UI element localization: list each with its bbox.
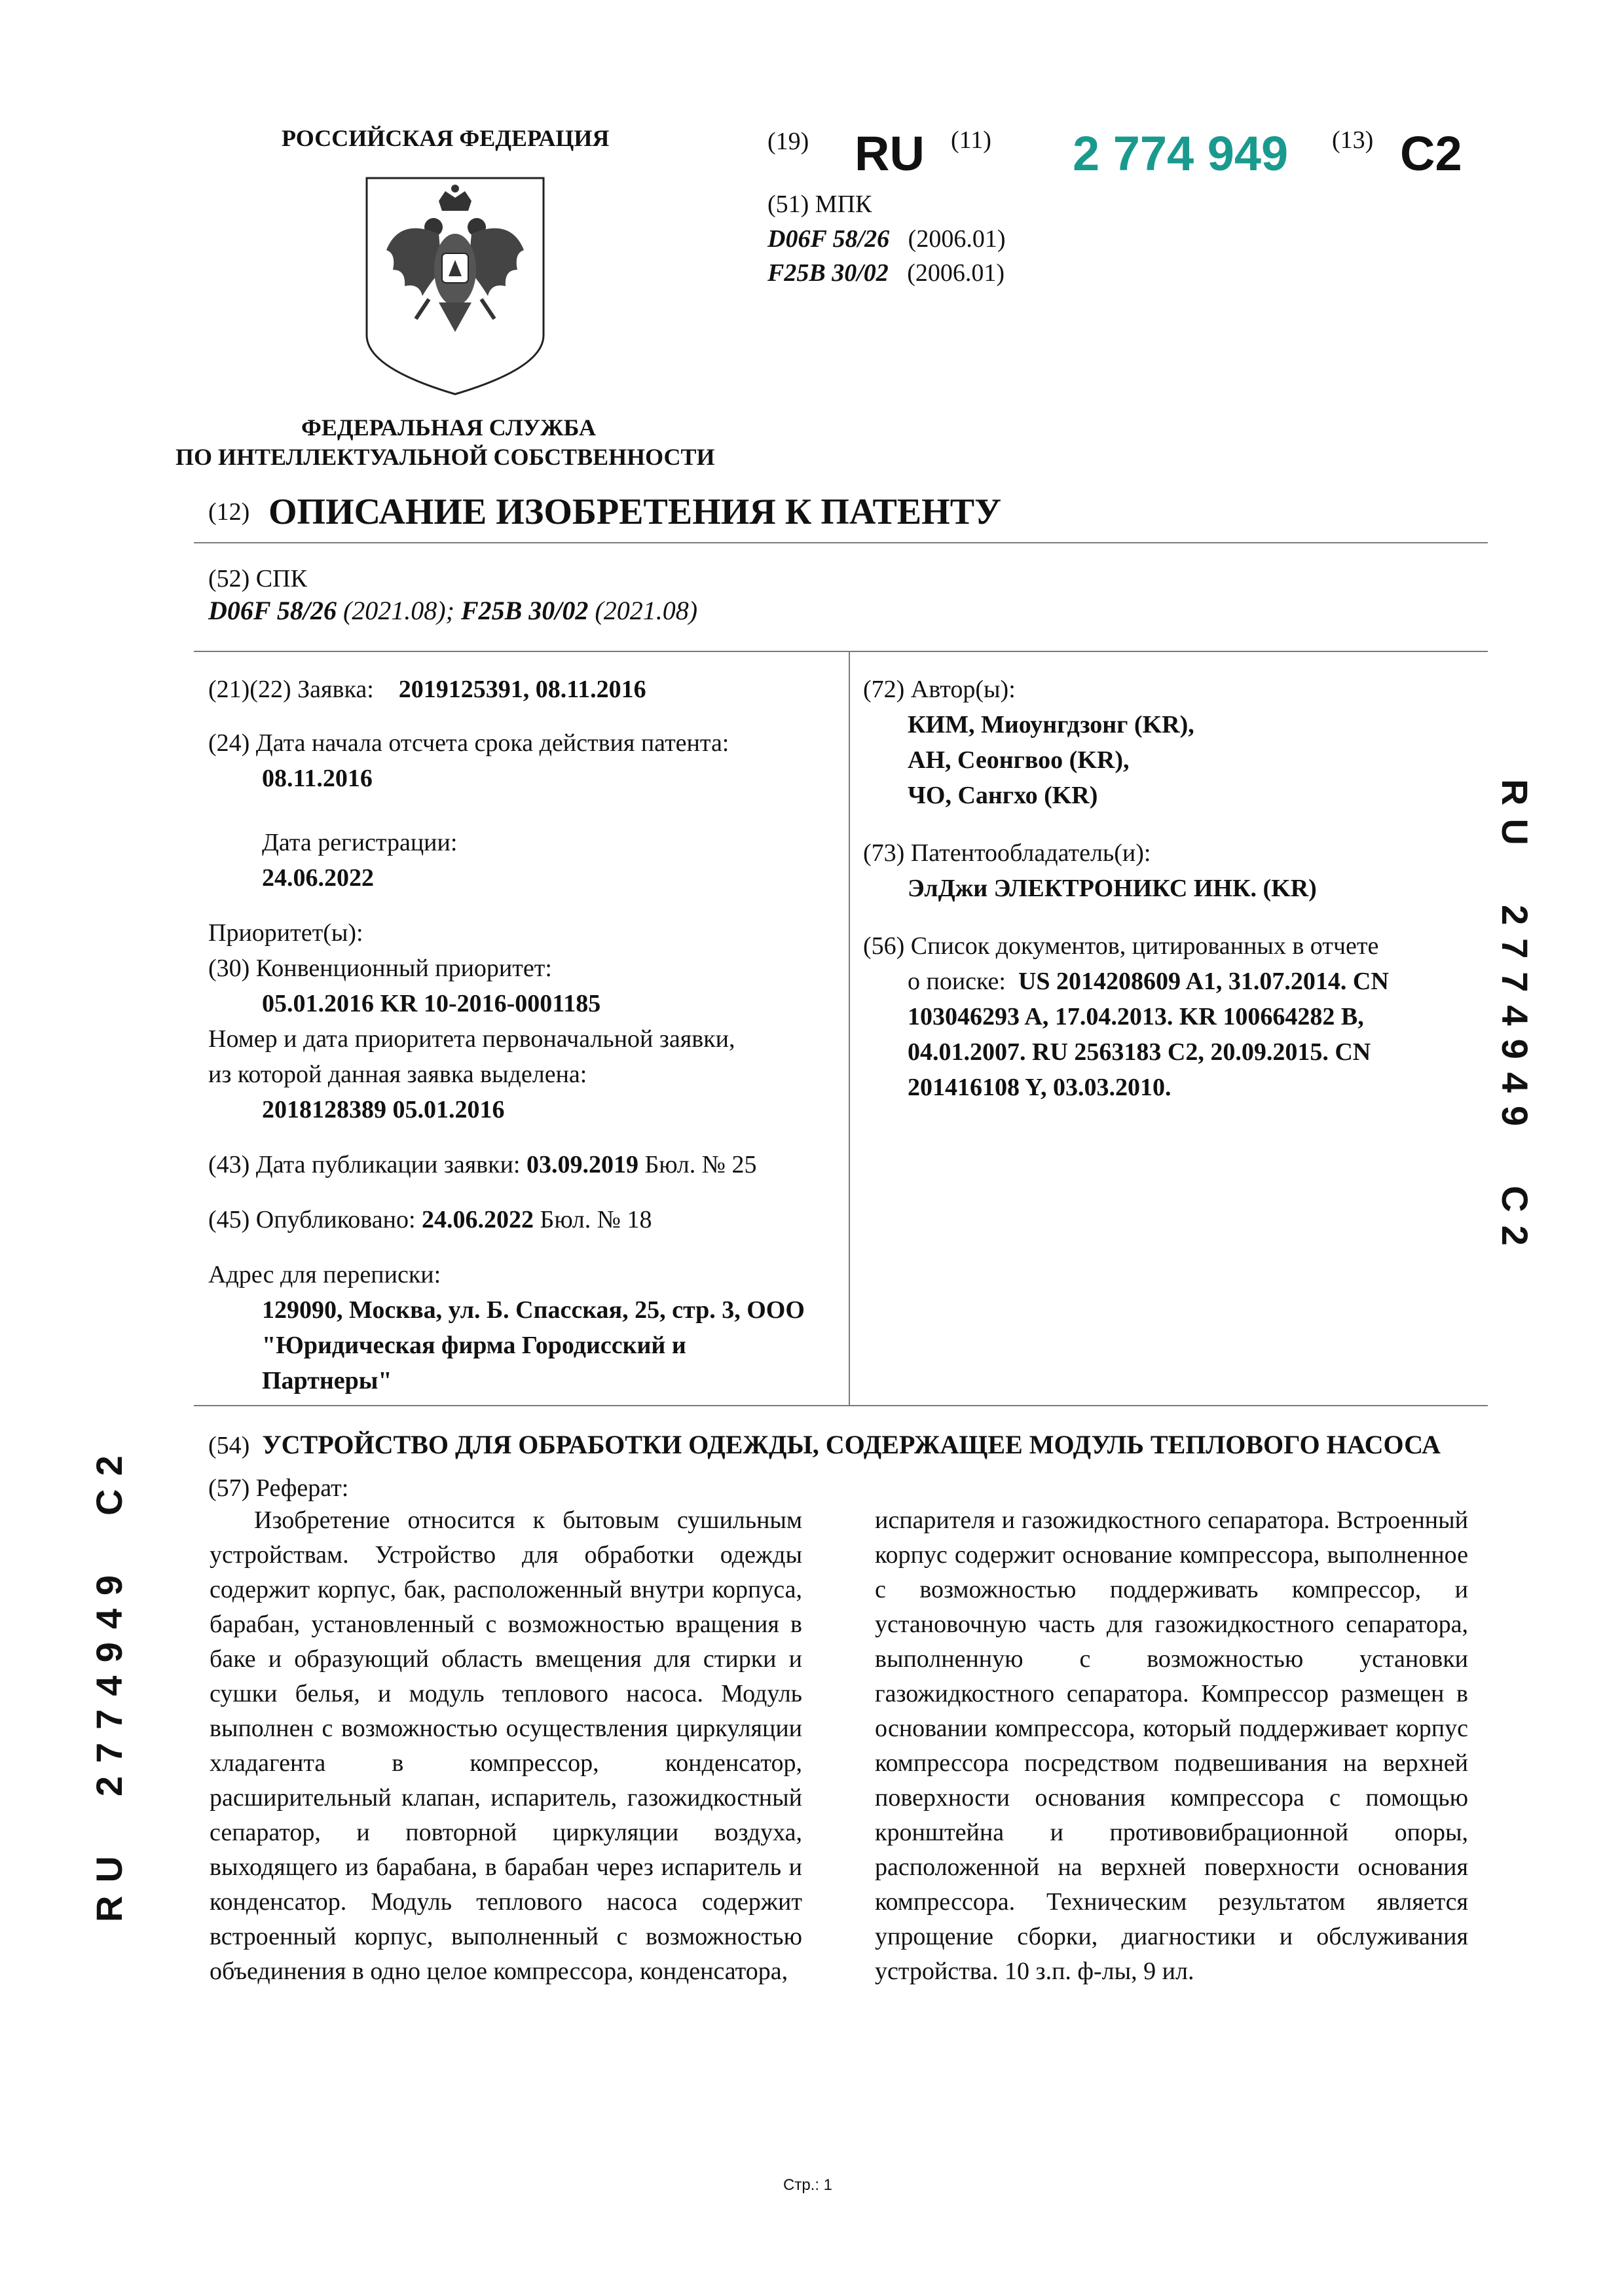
mpk-label: (51) МПК xyxy=(767,191,872,218)
publication-field xyxy=(208,1147,837,1182)
spk-code-b: F25B 30/02 xyxy=(460,596,589,625)
spk-date-a: (2021.08); xyxy=(342,596,454,625)
original-application-label-2: из которой данная заявка выделена: xyxy=(208,1061,587,1088)
author-2: АН, Сеонгвоо (KR), xyxy=(908,746,1130,774)
ipc-entry-1 xyxy=(767,221,1005,257)
published-value: 24.06.2022 xyxy=(422,1206,534,1233)
published-bulletin: Бюл. № 18 xyxy=(540,1206,652,1233)
invention-title-row xyxy=(208,1427,1441,1463)
cited-line-4: 201416108 Y, 03.03.2010. xyxy=(908,1074,1172,1101)
published-field xyxy=(208,1202,837,1237)
owner-label: (73) Патентообладатель(и): xyxy=(863,839,1151,867)
cited-label: (56) Список документов, цитированных в отчете xyxy=(863,932,1379,960)
invention-title: УСТРОЙСТВО ДЛЯ ОБРАБОТКИ ОДЕЖДЫ, СОДЕРЖАЩЕЕ МОДУЛЬ ТЕПЛОВОГО НАСОСА xyxy=(262,1430,1441,1459)
address-line-1: 129090, Москва, ул. Б. Спасская, 25, стр. 3, ООО xyxy=(262,1296,805,1324)
spk-date-b: (2021.08) xyxy=(595,596,698,625)
ipc-code: D06F 58/26 xyxy=(767,225,890,253)
publication-label: (43) Дата публикации заявки: xyxy=(208,1151,521,1178)
abstract-label: (57) Реферат: xyxy=(208,1474,349,1502)
convention-priority-value: 05.01.2016 KR 10-2016-0001185 xyxy=(262,990,601,1017)
patent-number: 2 774 949 xyxy=(1073,126,1289,181)
authors-label: (72) Автор(ы): xyxy=(863,676,1016,703)
cited-line-2: 103046293 A, 17.04.2013. KR 100664282 B, xyxy=(908,1003,1364,1030)
ipc-code: F25B 30/02 xyxy=(767,259,889,287)
cited-line-3: 04.01.2007. RU 2563183 C2, 20.09.2015. CN xyxy=(908,1038,1371,1066)
cited-docs-1: US 2014208609 A1, 31.07.2014. CN xyxy=(1018,968,1389,995)
registration-value: 24.06.2022 xyxy=(262,864,374,892)
author-1: КИМ, Миоунгдзонг (KR), xyxy=(908,711,1194,738)
cited-prefix: о поиске: xyxy=(908,968,1006,995)
term-start-value: 08.11.2016 xyxy=(262,765,373,792)
ipc-date: (2006.01) xyxy=(908,225,1006,253)
abstract-text-left: Изобретение относится к бытовым сушильным устройствам. Устройство для обработки одежды содержит корпус, бак, расположенный внутри корпуса, барабан, установленный с возможностью вращения в баке и образующий область вмещения для стирки и сушки белья, и модуль теплового насоса. Модуль выполнен с возможностью осуществления циркуляции хладагента в компрессор, конденсатор, расширительный клапан, испаритель, газожидкостный сепаратор, и повторной циркуляции воздуха, выходящего из барабана, в барабан через испаритель и конденсатор. Модуль теплового насоса содержит встроенный корпус, выполненный с возможностью объединения в одно целое компрессора, конденсатора, xyxy=(210,1506,802,1985)
document-title: ОПИСАНИЕ ИЗОБРЕТЕНИЯ К ПАТЕНТУ xyxy=(268,492,1002,532)
abstract-text-right: испарителя и газожидкостного сепаратора. Встроенный корпус содержит основание компрессора, выполненное с возможностью поддерживать компрессор, и установочную часть для газожидкостного сепаратора, выполненную с возможностью установки газожидкостного сепаратора. Компрессор размещен в основании компрессора, который поддерживает корпус компрессора посредством подвешивания на верхней поверхности основания компрессора с помощью кронштейна и противовибрационной опоры, расположенной на верхней поверхности основания компрессора. Техническим результатом является упрощение сборки, диагностики и обслуживания устройства. 10 з.п. ф-лы, 9 ил. xyxy=(875,1506,1468,1985)
registration-label: Дата регистрации: xyxy=(262,829,458,856)
code-54: (54) xyxy=(208,1432,250,1459)
page-number: Стр.: 1 xyxy=(783,2176,833,2194)
application-label: (21)(22) Заявка: xyxy=(208,676,374,703)
column-divider xyxy=(849,652,850,1405)
owner-value: ЭлДжи ЭЛЕКТРОНИКС ИНК. (KR) xyxy=(908,875,1317,902)
term-start-label: (24) Дата начала отсчета срока действия патента: xyxy=(208,729,729,757)
divider xyxy=(194,1405,1488,1406)
divider xyxy=(194,651,1488,652)
side-identifier-left: RU 2774949 C2 xyxy=(88,1442,130,1922)
ipc-entry-2 xyxy=(767,255,1005,291)
publication-value: 03.09.2019 xyxy=(526,1151,638,1178)
divider xyxy=(194,542,1488,543)
code-12: (12) xyxy=(208,498,250,526)
agency-name-line1: ФЕДЕРАЛЬНАЯ СЛУЖБА xyxy=(301,414,596,441)
cited-line-1 xyxy=(863,964,1492,999)
address-label: Адрес для переписки: xyxy=(208,1261,441,1288)
bibliographic-left-column xyxy=(208,672,837,1398)
kind-code: C2 xyxy=(1400,126,1462,181)
convention-priority-label: (30) Конвенционный приоритет: xyxy=(208,955,552,982)
spk-codes xyxy=(208,593,697,629)
abstract-left-column xyxy=(210,1503,802,1989)
coat-of-arms-emblem xyxy=(360,172,550,401)
original-application-label-1: Номер и дата приоритета первоначальной заявки, xyxy=(208,1025,735,1053)
address-line-3: Партнеры" xyxy=(262,1367,392,1394)
code-11: (11) xyxy=(951,126,991,154)
ipc-date: (2006.01) xyxy=(907,259,1005,287)
spk-label: (52) СПК xyxy=(208,565,307,592)
application-value: 2019125391, 08.11.2016 xyxy=(398,676,646,703)
country-code-ru: RU xyxy=(855,126,925,181)
publication-bulletin: Бюл. № 25 xyxy=(644,1151,757,1178)
published-label: (45) Опубликовано: xyxy=(208,1206,416,1233)
code-19: (19) xyxy=(767,128,809,155)
spk-code-a: D06F 58/26 xyxy=(208,596,337,625)
original-application-value: 2018128389 05.01.2016 xyxy=(262,1096,505,1123)
country-name: РОССИЙСКАЯ ФЕДЕРАЦИЯ xyxy=(282,125,610,151)
author-3: ЧО, Сангхо (KR) xyxy=(908,782,1098,809)
priority-label: Приоритет(ы): xyxy=(208,919,363,947)
bibliographic-right-column xyxy=(863,672,1492,1105)
address-line-2: "Юридическая фирма Городисский и xyxy=(262,1332,686,1359)
application-field xyxy=(208,672,837,707)
code-13: (13) xyxy=(1332,126,1374,154)
side-identifier-right: RU 2774949 C2 xyxy=(1494,779,1536,1259)
abstract-right-column xyxy=(875,1503,1468,1989)
agency-name-line2: ПО ИНТЕЛЛЕКТУАЛЬНОЙ СОБСТВЕННОСТИ xyxy=(175,444,715,470)
